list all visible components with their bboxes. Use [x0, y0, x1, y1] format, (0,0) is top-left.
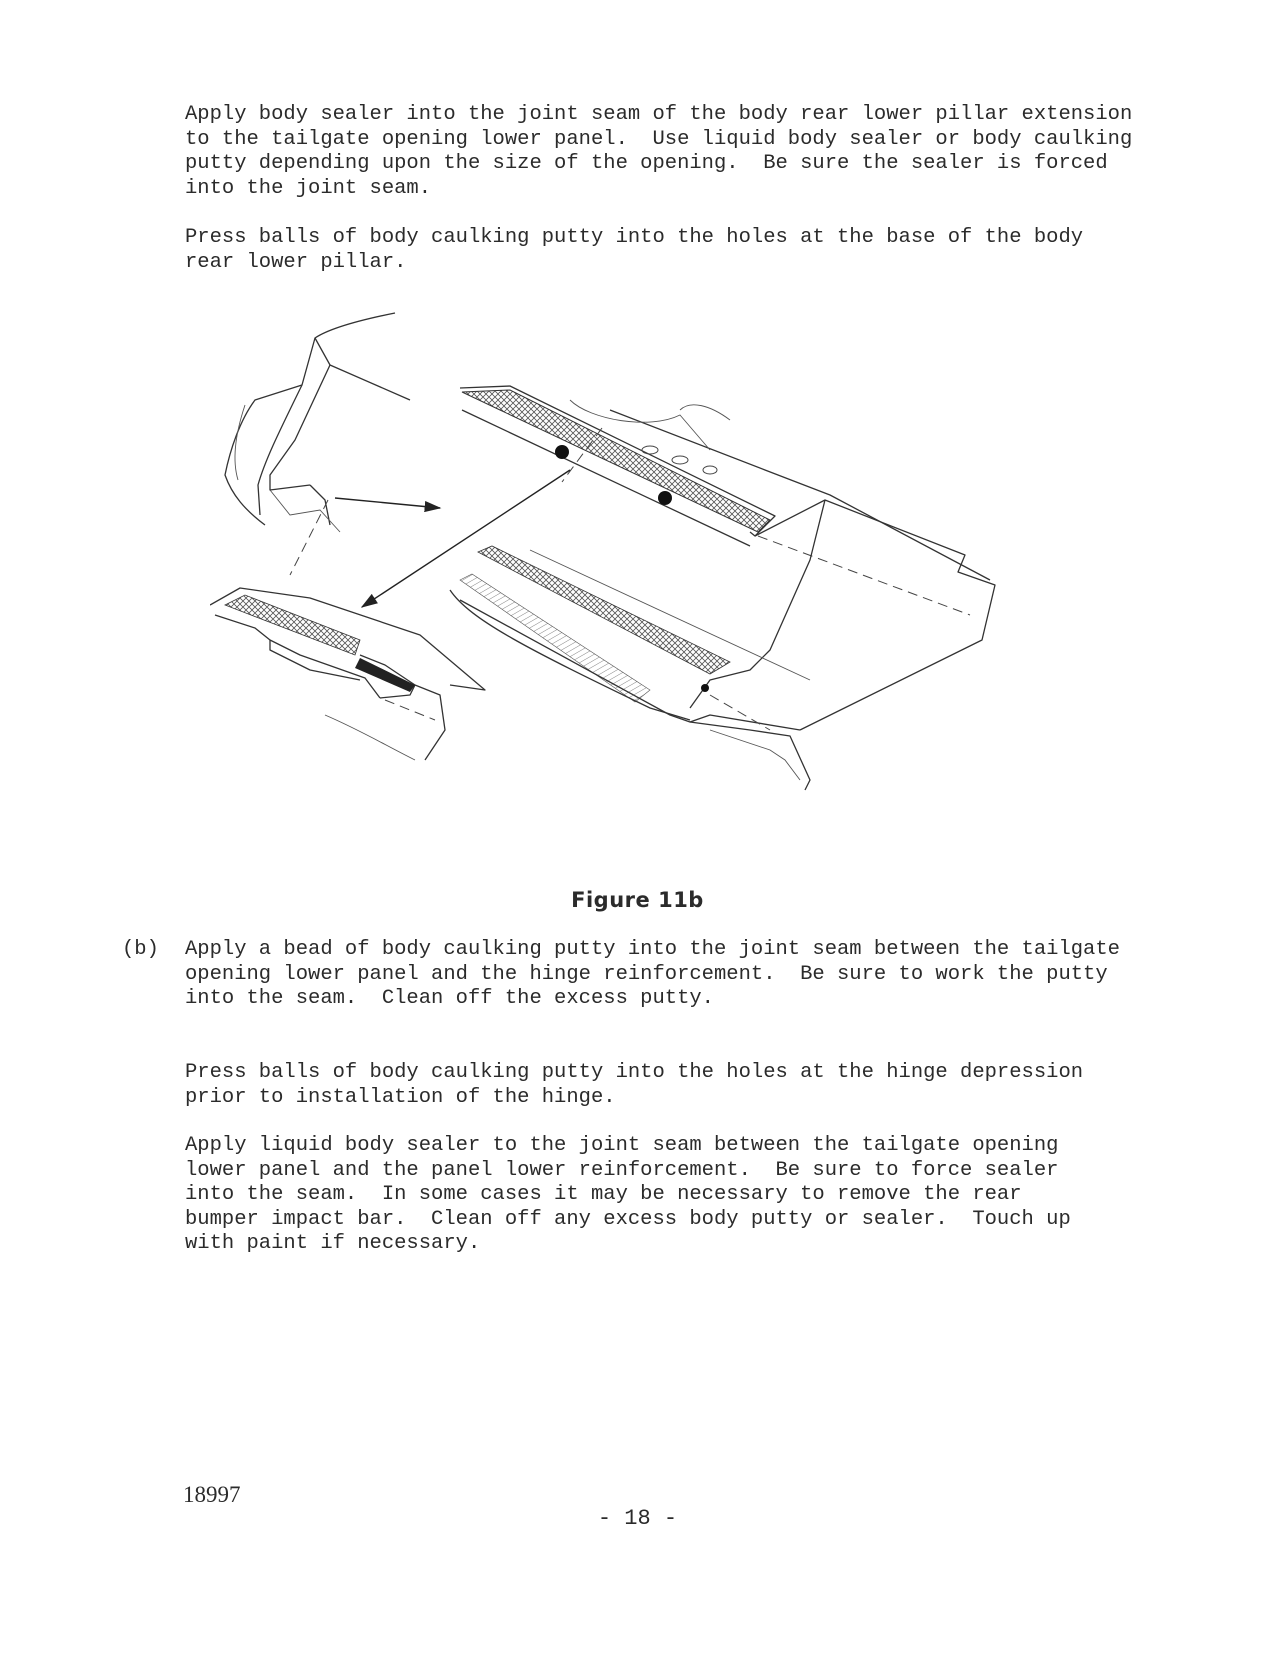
pillar-corner-detail [225, 313, 440, 575]
enlarged-seam-detail [210, 588, 485, 760]
paragraph-hinge-seam: Apply a bead of body caulking putty into the joint seam between the tailgate opening lower panel and the hinge reinforcement. Be sure to work the putty into the seam. Clean off the excess putty. [185, 938, 1120, 1010]
document-number: 18997 [183, 1482, 241, 1507]
paragraph-reinforcement-seam: Apply liquid body sealer to the joint seam between the tailgate opening lower panel and the panel lower reinforcement. Be sure to force sealer into the seam. In some cases it may be necessary to remove the rear bumper impact bar. Clean off any excess body putty or sealer. Touch up with paint if necessary. [185, 1134, 1071, 1255]
figure-11b-illustration [210, 310, 1070, 840]
paragraph-pillar-sealer: Apply body sealer into the joint seam of the body rear lower pillar extension to the tailgate opening lower panel. Use liquid body sealer or body caulking putty depending upon the size of the opening. Be sure the sealer is forced into the joint seam. [185, 103, 1133, 200]
paragraph-pillar-putty: Press balls of body caulking putty into the holes at the base of the body rear lower pillar. [185, 226, 1084, 274]
paragraph-hinge-holes: Press balls of body caulking putty into the holes at the hinge depression prior to installation of the hinge. [185, 1061, 1084, 1109]
figure-caption: Figure 11b [571, 888, 704, 912]
tailgate-lower-panel-section [362, 386, 995, 730]
panel-lower-reinforcement [450, 500, 825, 790]
step-label-b: (b) [122, 938, 159, 961]
page-number: - 18 - [597, 1506, 678, 1531]
